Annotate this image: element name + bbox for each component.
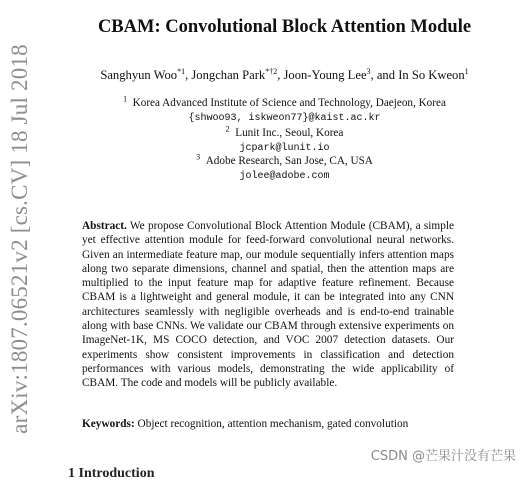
author-mark: *1 [177, 66, 186, 76]
affiliation-mark: 1 [123, 94, 128, 104]
affiliation-email: {shwoo93, iskweon77}@kaist.ac.kr [188, 113, 381, 124]
keywords-label: Keywords: [82, 418, 135, 430]
arxiv-identifier: arXiv:1807.06521v2 [cs.CV] 18 Jul 2018 [7, 44, 32, 434]
affiliation-mark: 3 [196, 152, 201, 162]
affiliation-2 [40, 126, 529, 156]
section-heading-cutoff: 1 Introduction [68, 466, 155, 481]
affiliation-org: Korea Advanced Institute of Science and Technology, Daejeon, Korea [132, 97, 446, 109]
affiliation-mark: 2 [225, 124, 230, 134]
abstract-text: We propose Convolutional Block Attention Module (CBAM), a simple yet effective attention module for feed-forward convolutional neural networks. Given an intermediate feature map, our module sequentially infers attention maps along two separate dimensions, channel and spatial, then the attention maps are multiplied to the input feature map for adaptive feature refinement. Because CBAM is a lightweight and general module, it can be integrated into any CNN architectures seamlessly with negligible overheads and is end-to-end trainable along with base CNNs. We validate our CBAM through extensive experiments on ImageNet-1K, MS COCO detection, and VOC 2007 detection datasets. Our experiments show consistent improvements in classification and detection performances with various models, demonstrating the wide applicability of CBAM. The code and models will be publicly available. [82, 220, 454, 390]
abstract [82, 219, 454, 391]
keywords-text: Object recognition, attention mechanism, gated convolution [137, 418, 409, 430]
affiliation-1 [40, 96, 529, 126]
affiliation-email: jolee@adobe.com [239, 171, 330, 182]
paper-title: CBAM: Convolutional Block Attention Module [97, 17, 472, 37]
author-list: Sanghyun Woo$^{*1}$, Jongchan Park$^{*\dagger 2}$, Joon-Young Lee$^3$, and In So Kweon$^1$ [100, 66, 469, 82]
author-mark: *†2 [265, 66, 278, 76]
affiliation-email: jcpark@lunit.io [239, 143, 330, 154]
keywords [82, 417, 454, 431]
author-name: Sanghyun Woo [100, 68, 178, 82]
csdn-watermark: CSDN @芒果汁没有芒果 [368, 444, 519, 465]
author-name: In So Kweon [398, 68, 465, 82]
author-mark: 3 [366, 66, 371, 76]
affiliation-org: Adobe Research, San Jose, CA, USA [205, 155, 373, 167]
affiliation-3 [40, 154, 529, 184]
affiliation-org: Lunit Inc., Seoul, Korea [235, 127, 344, 139]
author-mark: 1 [464, 66, 469, 76]
abstract-label: Abstract. [82, 220, 127, 232]
author-name: Jongchan Park [191, 68, 266, 82]
author-name: Joon-Young Lee [283, 68, 367, 82]
